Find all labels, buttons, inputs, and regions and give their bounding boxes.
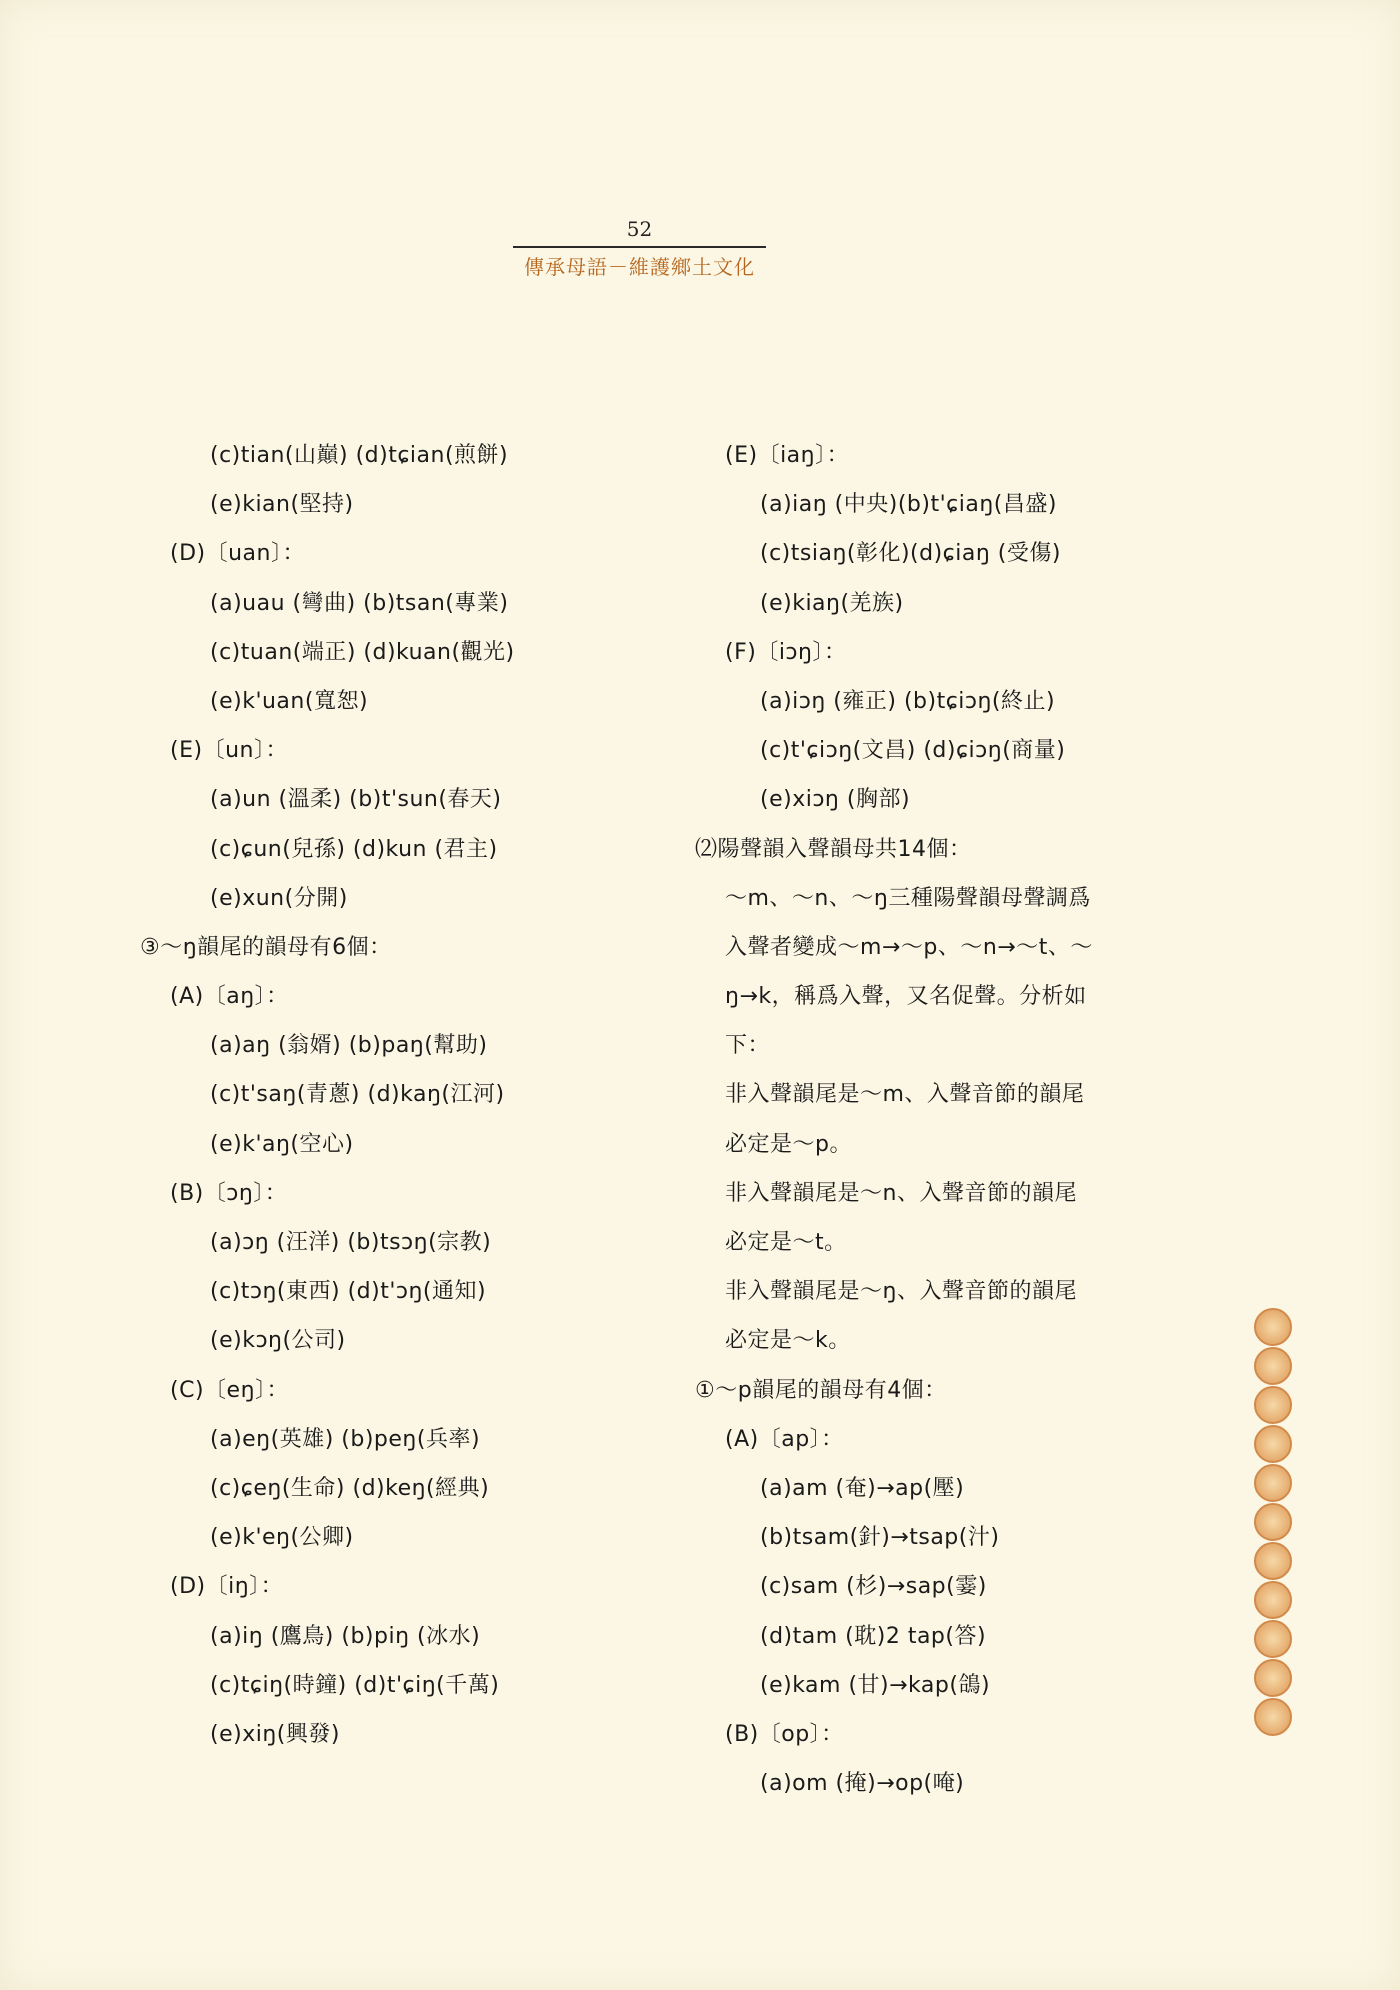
seal-icon bbox=[1254, 1698, 1292, 1736]
book-title: 傳承母語－維護鄉土文化 bbox=[524, 255, 755, 279]
decorative-seal-strip bbox=[1254, 1308, 1298, 1737]
section-heading: ①～p韻尾的韻母有4個： bbox=[695, 1377, 947, 1403]
seal-icon bbox=[1254, 1542, 1292, 1580]
seal-icon bbox=[1254, 1386, 1292, 1424]
subheading: (D)〔uan〕： bbox=[170, 541, 305, 567]
subheading: (E)〔un〕： bbox=[170, 738, 288, 764]
seal-icon bbox=[1254, 1620, 1292, 1658]
text-line: (c)tuan(端正) (d)kuan(觀光) bbox=[210, 639, 515, 665]
paragraph-line: 入聲者變成～m→～p、～n→～t、～ bbox=[725, 934, 1093, 960]
page-number: 52 bbox=[626, 217, 653, 241]
subheading: (E)〔iaŋ〕： bbox=[725, 443, 850, 468]
text-line: (c)t'ɕiɔŋ(文昌) (d)ɕiɔŋ(商量) bbox=[760, 738, 1066, 764]
text-line: (c)sam (杉)→sap(霎) bbox=[760, 1574, 987, 1600]
text-line: (b)tsam(針)→tsap(汁) bbox=[760, 1525, 1000, 1551]
text-line: (c)ɕeŋ(生命) (d)keŋ(經典) bbox=[210, 1475, 490, 1501]
text-line: (a)iŋ (鷹鳥) (b)piŋ (冰水) bbox=[210, 1623, 481, 1649]
seal-icon bbox=[1254, 1425, 1292, 1463]
text-line: (e)kɔŋ(公司) bbox=[210, 1328, 346, 1354]
paragraph-line: 必定是～k。 bbox=[725, 1328, 851, 1354]
page-header bbox=[513, 215, 766, 281]
text-line: (c)ɕun(兒孫) (d)kun (君主) bbox=[210, 836, 498, 862]
text-line: (e)xiɔŋ (胸部) bbox=[760, 787, 911, 813]
text-line: (e)k'aŋ(空心) bbox=[210, 1131, 354, 1157]
paragraph-line: ～m、～n、～ŋ三種陽聲韻母聲調爲 bbox=[725, 885, 1091, 911]
subheading: (F)〔iɔŋ〕： bbox=[725, 639, 847, 665]
text-line: (c)tsiaŋ(彰化)(d)ɕiaŋ (受傷) bbox=[760, 541, 1061, 567]
subheading: (D)〔iŋ〕： bbox=[170, 1574, 284, 1600]
subheading: (C)〔eŋ〕： bbox=[170, 1377, 290, 1403]
text-line: (c)tɔŋ(東西) (d)t'ɔŋ(通知) bbox=[210, 1279, 487, 1305]
subheading: (A)〔ap〕： bbox=[725, 1426, 844, 1452]
text-line: (a)eŋ(英雄) (b)peŋ(兵率) bbox=[210, 1426, 481, 1452]
subheading: (B)〔ɔŋ〕： bbox=[170, 1180, 288, 1206]
seal-icon bbox=[1254, 1581, 1292, 1619]
section-heading: ⑵陽聲韻入聲韻母共14個： bbox=[695, 836, 972, 862]
text-line: (a)uau (彎曲) (b)tsan(專業) bbox=[210, 590, 509, 616]
header-rule bbox=[513, 246, 766, 248]
seal-icon bbox=[1254, 1659, 1292, 1697]
text-line: (a)am (奄)→ap(壓) bbox=[760, 1475, 965, 1501]
text-line: (e)kam (甘)→kap(鴿) bbox=[760, 1672, 991, 1698]
paragraph-line: 非入聲韻尾是～ŋ、入聲音節的韻尾 bbox=[725, 1279, 1077, 1305]
text-line: (a)un (溫柔) (b)t'sun(春天) bbox=[210, 787, 502, 813]
paragraph-line: 下： bbox=[725, 1033, 771, 1059]
seal-icon bbox=[1254, 1464, 1292, 1502]
section-heading: ③～ŋ韻尾的韻母有6個： bbox=[140, 934, 392, 960]
text-line: (e)xiŋ(興發) bbox=[210, 1721, 340, 1747]
text-line: (e)k'eŋ(公卿) bbox=[210, 1525, 354, 1551]
text-line: (a)ɔŋ (汪洋) (b)tsɔŋ(宗教) bbox=[210, 1230, 492, 1255]
seal-icon bbox=[1254, 1503, 1292, 1541]
left-column bbox=[130, 434, 690, 1762]
text-line: (c)t'saŋ(青蔥) (d)kaŋ(江河) bbox=[210, 1082, 505, 1108]
paragraph-line: 非入聲韻尾是～n、入聲音節的韻尾 bbox=[725, 1180, 1077, 1206]
text-line: (e)kiaŋ(羌族) bbox=[760, 590, 904, 616]
paragraph-line: 非入聲韻尾是～m、入聲音節的韻尾 bbox=[725, 1082, 1085, 1108]
text-line: (c)tɕiŋ(時鐘) (d)t'ɕiŋ(千萬) bbox=[210, 1672, 500, 1698]
text-line: (c)tian(山巔) (d)tɕian(煎餅) bbox=[210, 443, 509, 468]
text-line: (a)aŋ (翁婿) (b)paŋ(幫助) bbox=[210, 1033, 488, 1059]
text-line: (a)iɔŋ (雍正) (b)tɕiɔŋ(終止) bbox=[760, 688, 1056, 714]
text-line: (d)tam (耽)2 tap(答) bbox=[760, 1623, 987, 1649]
seal-icon bbox=[1254, 1308, 1292, 1346]
paragraph-line: 必定是～t。 bbox=[725, 1230, 847, 1255]
text-line: (e)kian(堅持) bbox=[210, 492, 354, 518]
paragraph-line: 必定是～p。 bbox=[725, 1131, 852, 1157]
subheading: (A)〔aŋ〕： bbox=[170, 984, 289, 1010]
text-line: (a)iaŋ (中央)(b)t'ɕiaŋ(昌盛) bbox=[760, 492, 1057, 518]
text-line: (e)xun(分開) bbox=[210, 885, 348, 911]
text-line: (e)k'uan(寬恕) bbox=[210, 688, 369, 714]
paragraph-line: ŋ→k，稱爲入聲，又名促聲。分析如 bbox=[725, 984, 1087, 1010]
right-column bbox=[695, 434, 1165, 1811]
subheading: (B)〔op〕： bbox=[725, 1721, 844, 1747]
text-line: (a)om (掩)→op(唵) bbox=[760, 1771, 965, 1797]
seal-icon bbox=[1254, 1347, 1292, 1385]
